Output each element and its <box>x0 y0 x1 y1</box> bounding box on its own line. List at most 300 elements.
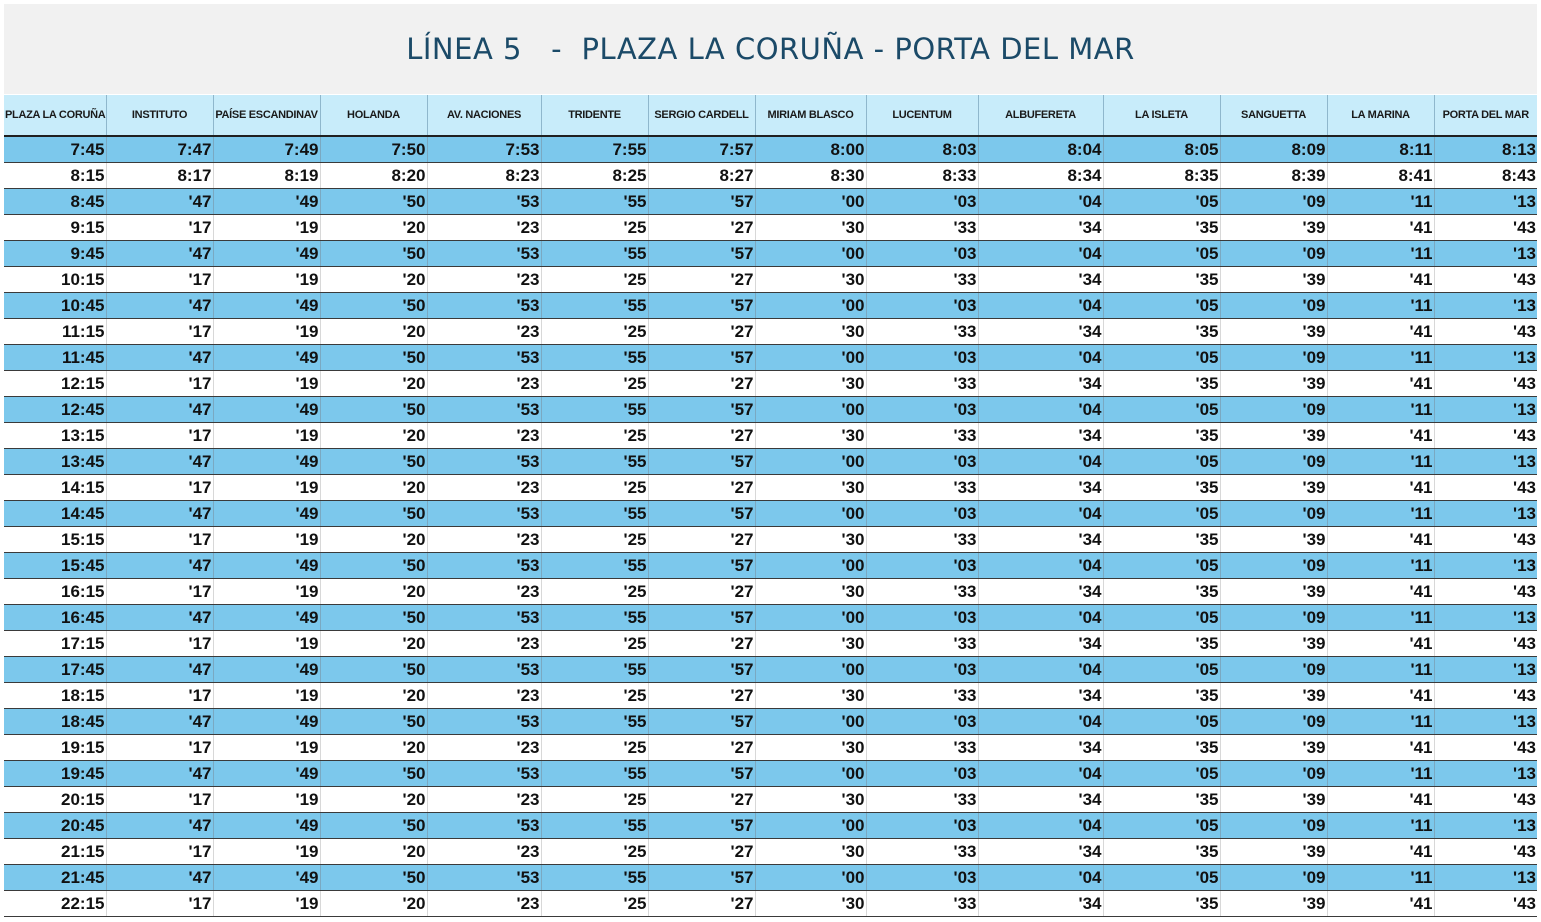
time-cell: '55 <box>541 657 648 683</box>
time-cell: '00 <box>755 553 866 579</box>
departure-time-cell: 12:45 <box>4 397 106 423</box>
time-cell: '19 <box>213 423 320 449</box>
time-cell: '33 <box>866 631 978 657</box>
time-cell: '53 <box>427 761 541 787</box>
time-cell: '57 <box>648 189 755 215</box>
time-cell: '04 <box>978 449 1103 475</box>
time-cell: '34 <box>978 319 1103 345</box>
time-cell: '05 <box>1103 241 1220 267</box>
time-cell: '11 <box>1327 397 1434 423</box>
time-cell: '57 <box>648 293 755 319</box>
time-cell: '57 <box>648 709 755 735</box>
time-cell: '47 <box>106 865 213 891</box>
time-cell: '20 <box>320 839 427 865</box>
time-cell: '11 <box>1327 553 1434 579</box>
time-cell: '11 <box>1327 189 1434 215</box>
time-cell: '35 <box>1103 215 1220 241</box>
time-cell: '11 <box>1327 501 1434 527</box>
time-cell: '13 <box>1434 709 1537 735</box>
time-cell: '35 <box>1103 787 1220 813</box>
time-cell: '23 <box>427 735 541 761</box>
table-row <box>4 423 1537 449</box>
time-cell: 7:53 <box>427 136 541 163</box>
time-cell: '39 <box>1220 735 1327 761</box>
time-cell: '25 <box>541 267 648 293</box>
time-cell: '47 <box>106 345 213 371</box>
time-cell: '03 <box>866 553 978 579</box>
table-row <box>4 891 1537 917</box>
departure-time-cell: 14:45 <box>4 501 106 527</box>
time-cell: '19 <box>213 267 320 293</box>
time-cell: '09 <box>1220 709 1327 735</box>
time-cell: '00 <box>755 865 866 891</box>
time-cell: '05 <box>1103 709 1220 735</box>
time-cell: '03 <box>866 501 978 527</box>
time-cell: '50 <box>320 553 427 579</box>
time-cell: '05 <box>1103 189 1220 215</box>
time-cell: '23 <box>427 319 541 345</box>
departure-time-cell: 19:45 <box>4 761 106 787</box>
time-cell: '19 <box>213 631 320 657</box>
time-cell: '09 <box>1220 865 1327 891</box>
time-cell: 8:04 <box>978 136 1103 163</box>
table-row <box>4 475 1537 501</box>
time-cell: '17 <box>106 527 213 553</box>
time-cell: '43 <box>1434 371 1537 397</box>
table-row <box>4 631 1537 657</box>
time-cell: '27 <box>648 371 755 397</box>
time-cell: '50 <box>320 397 427 423</box>
time-cell: 8:03 <box>866 136 978 163</box>
time-cell: '20 <box>320 579 427 605</box>
time-cell: '20 <box>320 735 427 761</box>
time-cell: '00 <box>755 241 866 267</box>
time-cell: '47 <box>106 241 213 267</box>
time-cell: '41 <box>1327 683 1434 709</box>
time-cell: '57 <box>648 501 755 527</box>
time-cell: '57 <box>648 657 755 683</box>
time-cell: '09 <box>1220 449 1327 475</box>
time-cell: '25 <box>541 631 648 657</box>
time-cell: '13 <box>1434 553 1537 579</box>
time-cell: '49 <box>213 761 320 787</box>
time-cell: 8:25 <box>541 163 648 189</box>
time-cell: '19 <box>213 215 320 241</box>
time-cell: '57 <box>648 605 755 631</box>
time-cell: '57 <box>648 813 755 839</box>
table-row <box>4 371 1537 397</box>
time-cell: '53 <box>427 449 541 475</box>
time-cell: '25 <box>541 579 648 605</box>
time-cell: '19 <box>213 787 320 813</box>
table-row <box>4 839 1537 865</box>
time-cell: '04 <box>978 501 1103 527</box>
table-row <box>4 319 1537 345</box>
time-cell: '47 <box>106 605 213 631</box>
time-cell: '27 <box>648 579 755 605</box>
time-cell: '20 <box>320 787 427 813</box>
time-cell: '05 <box>1103 865 1220 891</box>
time-cell: '03 <box>866 605 978 631</box>
time-cell: '05 <box>1103 449 1220 475</box>
time-cell: '30 <box>755 891 866 917</box>
time-cell: '33 <box>866 267 978 293</box>
time-cell: '50 <box>320 813 427 839</box>
time-cell: '25 <box>541 527 648 553</box>
time-cell: 8:09 <box>1220 136 1327 163</box>
time-cell: 7:57 <box>648 136 755 163</box>
time-cell: '47 <box>106 709 213 735</box>
time-cell: '09 <box>1220 397 1327 423</box>
time-cell: '34 <box>978 891 1103 917</box>
time-cell: '35 <box>1103 891 1220 917</box>
time-cell: '23 <box>427 423 541 449</box>
stop-header: PORTA DEL MAR <box>1434 95 1537 136</box>
time-cell: '13 <box>1434 865 1537 891</box>
time-cell: '11 <box>1327 657 1434 683</box>
time-cell: '57 <box>648 241 755 267</box>
time-cell: '13 <box>1434 657 1537 683</box>
time-cell: '34 <box>978 423 1103 449</box>
departure-time-cell: 9:45 <box>4 241 106 267</box>
time-cell: '30 <box>755 475 866 501</box>
time-cell: '39 <box>1220 267 1327 293</box>
time-cell: '13 <box>1434 761 1537 787</box>
time-cell: 8:05 <box>1103 136 1220 163</box>
time-cell: 8:34 <box>978 163 1103 189</box>
time-cell: 8:39 <box>1220 163 1327 189</box>
stop-header: PLAZA LA CORUÑA <box>4 95 106 136</box>
time-cell: '13 <box>1434 813 1537 839</box>
table-row <box>4 449 1537 475</box>
stop-header: HOLANDA <box>320 95 427 136</box>
time-cell: '30 <box>755 423 866 449</box>
time-cell: '19 <box>213 839 320 865</box>
time-cell: '03 <box>866 657 978 683</box>
time-cell: '03 <box>866 449 978 475</box>
time-cell: '41 <box>1327 475 1434 501</box>
table-row <box>4 579 1537 605</box>
time-cell: '57 <box>648 345 755 371</box>
time-cell: '34 <box>978 631 1103 657</box>
time-cell: '23 <box>427 579 541 605</box>
time-cell: '05 <box>1103 761 1220 787</box>
time-cell: '03 <box>866 865 978 891</box>
stop-header: ALBUFERETA <box>978 95 1103 136</box>
time-cell: '23 <box>427 215 541 241</box>
time-cell: '53 <box>427 501 541 527</box>
time-cell: '27 <box>648 891 755 917</box>
table-row <box>4 267 1537 293</box>
time-cell: '47 <box>106 449 213 475</box>
time-cell: '35 <box>1103 319 1220 345</box>
time-cell: '04 <box>978 397 1103 423</box>
stop-header: INSTITUTO <box>106 95 213 136</box>
time-cell: '34 <box>978 527 1103 553</box>
time-cell: '57 <box>648 449 755 475</box>
departure-time-cell: 16:45 <box>4 605 106 631</box>
time-cell: '19 <box>213 319 320 345</box>
time-cell: '39 <box>1220 423 1327 449</box>
time-cell: '55 <box>541 553 648 579</box>
stop-header: TRIDENTE <box>541 95 648 136</box>
time-cell: '50 <box>320 293 427 319</box>
stop-header: SANGUETTA <box>1220 95 1327 136</box>
time-cell: '43 <box>1434 423 1537 449</box>
time-cell: '05 <box>1103 605 1220 631</box>
time-cell: '04 <box>978 605 1103 631</box>
departure-time-cell: 7:45 <box>4 136 106 163</box>
time-cell: '34 <box>978 579 1103 605</box>
time-cell: '23 <box>427 631 541 657</box>
departure-time-cell: 21:45 <box>4 865 106 891</box>
time-cell: '35 <box>1103 423 1220 449</box>
time-cell: '39 <box>1220 787 1327 813</box>
time-cell: '33 <box>866 319 978 345</box>
stop-header: LA MARINA <box>1327 95 1434 136</box>
stop-header: SERGIO CARDELL <box>648 95 755 136</box>
time-cell: '23 <box>427 683 541 709</box>
time-cell: 8:30 <box>755 163 866 189</box>
time-cell: '25 <box>541 683 648 709</box>
departure-time-cell: 17:45 <box>4 657 106 683</box>
time-cell: '34 <box>978 267 1103 293</box>
time-cell: '25 <box>541 475 648 501</box>
time-cell: '17 <box>106 579 213 605</box>
time-cell: '43 <box>1434 215 1537 241</box>
stop-header: LA ISLETA <box>1103 95 1220 136</box>
time-cell: '50 <box>320 865 427 891</box>
time-cell: '03 <box>866 397 978 423</box>
time-cell: '23 <box>427 527 541 553</box>
time-cell: '11 <box>1327 605 1434 631</box>
time-cell: '43 <box>1434 891 1537 917</box>
table-row <box>4 709 1537 735</box>
time-cell: '43 <box>1434 527 1537 553</box>
time-cell: '17 <box>106 423 213 449</box>
time-cell: '11 <box>1327 345 1434 371</box>
time-cell: '53 <box>427 813 541 839</box>
stop-header: MIRIAM BLASCO <box>755 95 866 136</box>
time-cell: '55 <box>541 449 648 475</box>
departure-time-cell: 18:15 <box>4 683 106 709</box>
time-cell: '20 <box>320 267 427 293</box>
departure-time-cell: 8:15 <box>4 163 106 189</box>
time-cell: '03 <box>866 345 978 371</box>
table-row <box>4 813 1537 839</box>
time-cell: '50 <box>320 761 427 787</box>
time-cell: '50 <box>320 709 427 735</box>
time-cell: '27 <box>648 839 755 865</box>
time-cell: '41 <box>1327 527 1434 553</box>
time-cell: '50 <box>320 345 427 371</box>
time-cell: '04 <box>978 865 1103 891</box>
departure-time-cell: 11:45 <box>4 345 106 371</box>
table-row <box>4 527 1537 553</box>
time-cell: '05 <box>1103 813 1220 839</box>
time-cell: '39 <box>1220 475 1327 501</box>
table-row <box>4 501 1537 527</box>
time-cell: '03 <box>866 709 978 735</box>
time-cell: '49 <box>213 397 320 423</box>
departure-time-cell: 20:45 <box>4 813 106 839</box>
time-cell: '27 <box>648 475 755 501</box>
time-cell: '49 <box>213 865 320 891</box>
time-cell: '13 <box>1434 293 1537 319</box>
time-cell: '04 <box>978 761 1103 787</box>
time-cell: '13 <box>1434 449 1537 475</box>
time-cell: '25 <box>541 787 648 813</box>
time-cell: '35 <box>1103 631 1220 657</box>
time-cell: '04 <box>978 345 1103 371</box>
time-cell: '33 <box>866 371 978 397</box>
time-cell: '19 <box>213 475 320 501</box>
time-cell: 8:43 <box>1434 163 1537 189</box>
time-cell: '39 <box>1220 631 1327 657</box>
time-cell: '30 <box>755 527 866 553</box>
time-cell: '35 <box>1103 839 1220 865</box>
time-cell: '25 <box>541 891 648 917</box>
departure-time-cell: 19:15 <box>4 735 106 761</box>
time-cell: '00 <box>755 397 866 423</box>
time-cell: '00 <box>755 501 866 527</box>
table-row <box>4 735 1537 761</box>
time-cell: '19 <box>213 579 320 605</box>
time-cell: '41 <box>1327 267 1434 293</box>
time-cell: '05 <box>1103 657 1220 683</box>
stop-header: PAÍSE ESCANDINAV <box>213 95 320 136</box>
time-cell: '04 <box>978 709 1103 735</box>
time-cell: '39 <box>1220 579 1327 605</box>
time-cell: '41 <box>1327 839 1434 865</box>
time-cell: '43 <box>1434 579 1537 605</box>
time-cell: '49 <box>213 813 320 839</box>
departure-time-cell: 17:15 <box>4 631 106 657</box>
time-cell: '35 <box>1103 683 1220 709</box>
time-cell: '00 <box>755 761 866 787</box>
time-cell: '55 <box>541 293 648 319</box>
time-cell: '13 <box>1434 501 1537 527</box>
time-cell: 8:35 <box>1103 163 1220 189</box>
time-cell: '53 <box>427 293 541 319</box>
time-cell: '11 <box>1327 709 1434 735</box>
departure-time-cell: 10:45 <box>4 293 106 319</box>
time-cell: '57 <box>648 761 755 787</box>
time-cell: '41 <box>1327 735 1434 761</box>
time-cell: '55 <box>541 813 648 839</box>
time-cell: '17 <box>106 787 213 813</box>
page-title: LÍNEA 5 - PLAZA LA CORUÑA - PORTA DEL MAR <box>406 32 1135 66</box>
time-cell: '25 <box>541 735 648 761</box>
time-cell: 7:50 <box>320 136 427 163</box>
time-cell: '49 <box>213 449 320 475</box>
time-cell: 8:19 <box>213 163 320 189</box>
departure-time-cell: 11:15 <box>4 319 106 345</box>
departure-time-cell: 21:15 <box>4 839 106 865</box>
time-cell: '03 <box>866 813 978 839</box>
time-cell: '30 <box>755 267 866 293</box>
time-cell: '27 <box>648 787 755 813</box>
time-cell: '47 <box>106 761 213 787</box>
time-cell: '49 <box>213 241 320 267</box>
time-cell: 8:11 <box>1327 136 1434 163</box>
time-cell: '11 <box>1327 241 1434 267</box>
time-cell: '13 <box>1434 605 1537 631</box>
time-cell: '49 <box>213 501 320 527</box>
time-cell: '47 <box>106 189 213 215</box>
time-cell: '20 <box>320 527 427 553</box>
time-cell: '00 <box>755 709 866 735</box>
time-cell: '34 <box>978 215 1103 241</box>
time-cell: '50 <box>320 501 427 527</box>
time-cell: '09 <box>1220 813 1327 839</box>
time-cell: '57 <box>648 865 755 891</box>
time-cell: '11 <box>1327 449 1434 475</box>
table-row <box>4 553 1537 579</box>
time-cell: '47 <box>106 553 213 579</box>
title-banner <box>4 4 1537 94</box>
time-cell: '00 <box>755 293 866 319</box>
time-cell: '30 <box>755 839 866 865</box>
time-cell: '25 <box>541 371 648 397</box>
time-cell: '17 <box>106 267 213 293</box>
time-cell: '39 <box>1220 215 1327 241</box>
time-cell: '50 <box>320 657 427 683</box>
time-cell: '57 <box>648 553 755 579</box>
time-cell: '34 <box>978 839 1103 865</box>
time-cell: '33 <box>866 683 978 709</box>
time-cell: '20 <box>320 683 427 709</box>
time-cell: '05 <box>1103 293 1220 319</box>
departure-time-cell: 13:45 <box>4 449 106 475</box>
time-cell: '11 <box>1327 293 1434 319</box>
time-cell: '04 <box>978 813 1103 839</box>
departure-time-cell: 13:15 <box>4 423 106 449</box>
time-cell: '09 <box>1220 501 1327 527</box>
time-cell: '20 <box>320 371 427 397</box>
time-cell: '43 <box>1434 475 1537 501</box>
stop-header: AV. NACIONES <box>427 95 541 136</box>
departure-time-cell: 15:45 <box>4 553 106 579</box>
time-cell: '19 <box>213 735 320 761</box>
time-cell: '55 <box>541 397 648 423</box>
time-cell: '33 <box>866 527 978 553</box>
time-cell: '50 <box>320 189 427 215</box>
time-cell: 8:13 <box>1434 136 1537 163</box>
table-row <box>4 397 1537 423</box>
time-cell: '41 <box>1327 215 1434 241</box>
time-cell: '00 <box>755 189 866 215</box>
time-cell: '55 <box>541 865 648 891</box>
time-cell: '47 <box>106 397 213 423</box>
time-cell: '41 <box>1327 579 1434 605</box>
time-cell: '47 <box>106 657 213 683</box>
stop-header: LUCENTUM <box>866 95 978 136</box>
time-cell: '03 <box>866 293 978 319</box>
table-row <box>4 345 1537 371</box>
departure-time-cell: 10:15 <box>4 267 106 293</box>
time-cell: '17 <box>106 683 213 709</box>
time-cell: 8:41 <box>1327 163 1434 189</box>
time-cell: '09 <box>1220 761 1327 787</box>
time-cell: '27 <box>648 527 755 553</box>
time-cell: '23 <box>427 371 541 397</box>
departure-time-cell: 9:15 <box>4 215 106 241</box>
time-cell: '30 <box>755 319 866 345</box>
time-cell: '17 <box>106 735 213 761</box>
time-cell: '33 <box>866 735 978 761</box>
departure-time-cell: 15:15 <box>4 527 106 553</box>
